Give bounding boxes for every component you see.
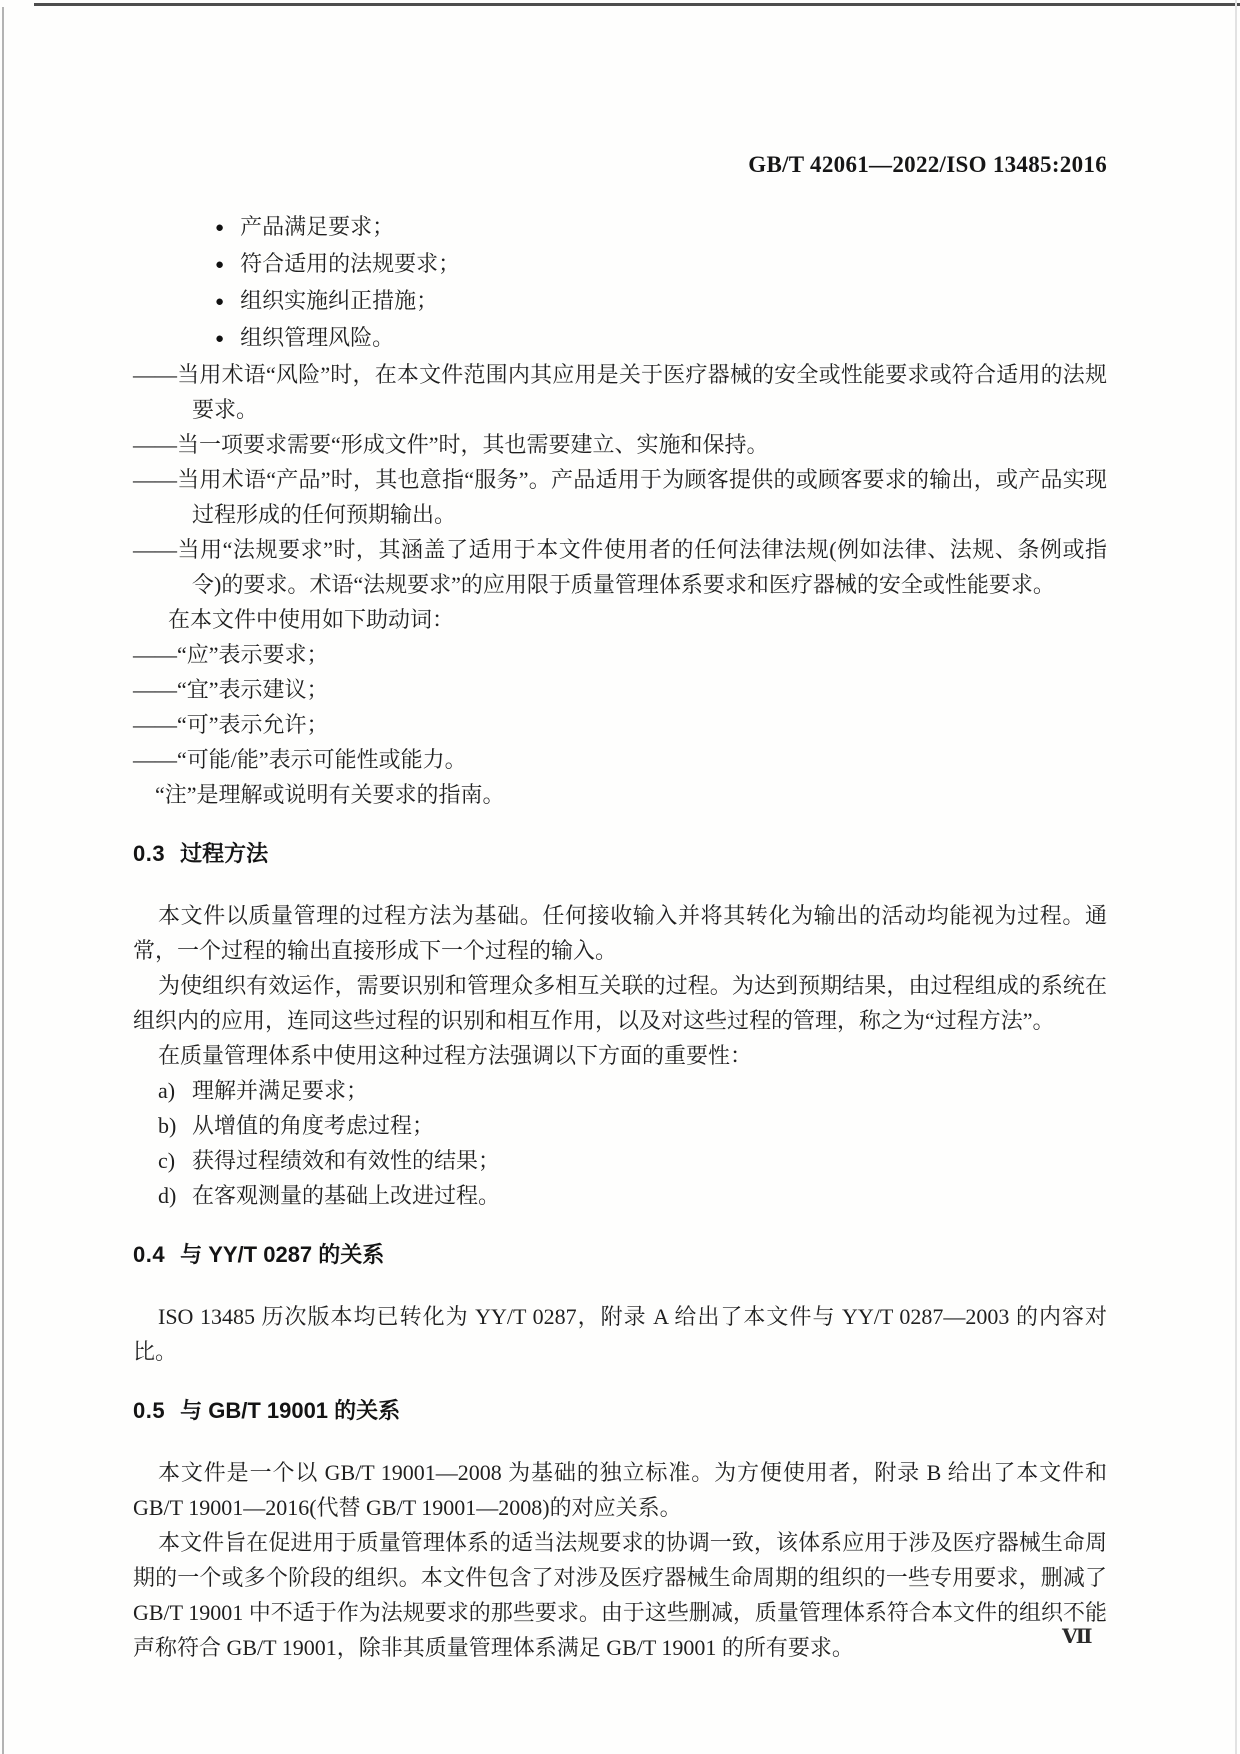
section-heading-0-4 [133, 1243, 1107, 1267]
bullet-icon: ● [215, 257, 225, 273]
term-note: ——当一项要求需要“形成文件”时，其也需要建立、实施和保持。 [133, 432, 769, 457]
note-guidance-line: “注”是理解或说明有关要求的指南。 [155, 782, 505, 807]
auxiliary-verb-item: ——“可能/能”表示可能性或能力。 [133, 747, 467, 772]
term-note: ——当用术语“产品”时，其也意指“服务”。产品适用于为顾客提供的或顾客要求的输出，或产品实现过程形成的任何预期输出。 [133, 467, 1107, 527]
auxiliary-verb-item: ——“应”表示要求； [133, 642, 329, 667]
scan-edge-left [2, 7, 4, 1754]
section-number: 0.3 [133, 841, 166, 866]
bullet-text: 组织实施纠正措施； [240, 288, 439, 313]
bullet-icon: ● [215, 294, 225, 310]
page-number: Ⅶ [1062, 1626, 1093, 1648]
section-number: 0.4 [133, 1242, 166, 1267]
auxiliary-verb-item: ——“可”表示允许； [133, 712, 329, 737]
bullet-text: 产品满足要求； [240, 214, 395, 239]
paragraph: 在质量管理体系中使用这种过程方法强调以下方面的重要性： [158, 1043, 753, 1068]
bullet-text: 组织管理风险。 [240, 325, 395, 350]
page-content [133, 153, 1107, 1665]
paragraph: 本文件旨在促进用于质量管理体系的适当法规要求的协调一致，该体系应用于涉及医疗器械生命周期的一个或多个阶段的组织。本文件包含了对涉及医疗器械生命周期的组织的一些专用要求，删减了 GB/T 19001 中不适于作为法规要求的那些要求。由于这些删减，质量管理体系符合本文件的组织不能声称符合 GB/T 19001，除非其质量管理体系满足 GB/T 19001 的所有要求。 [133, 1530, 1107, 1660]
alpha-label: b) [158, 1113, 177, 1138]
bullet-text: 符合适用的法规要求； [240, 251, 461, 276]
list-item [215, 283, 1107, 320]
alpha-list-item [158, 1143, 1107, 1178]
alpha-list-item [158, 1178, 1107, 1213]
section-title: 与 GB/T 19001 的关系 [180, 1398, 401, 1423]
standard-code-header: GB/T 42061—2022/ISO 13485:2016 [748, 152, 1107, 177]
scan-edge-top [34, 3, 1240, 6]
alpha-text: 理解并满足要求； [192, 1078, 369, 1103]
list-item [215, 209, 1107, 246]
alpha-label: a) [158, 1078, 176, 1103]
term-note: ——当用“法规要求”时，其涵盖了适用于本文件使用者的任何法律法规(例如法律、法规、条例或指令)的要求。术语“法规要求”的应用限于质量管理体系要求和医疗器械的安全或性能要求。 [133, 537, 1107, 597]
paragraph: 本文件是一个以 GB/T 19001—2008 为基础的独立标准。为方便使用者，附录 B 给出了本文件和 GB/T 19001—2016(代替 GB/T 19001—2008)的对应关系。 [133, 1460, 1107, 1520]
section-heading-0-5 [133, 1399, 1107, 1423]
section-title: 与 YY/T 0287 的关系 [180, 1242, 385, 1267]
auxiliary-verb-item: ——“宜”表示建议； [133, 677, 329, 702]
alpha-text: 在客观测量的基础上改进过程。 [192, 1183, 501, 1208]
alpha-list-item [158, 1073, 1107, 1108]
alpha-label: d) [158, 1183, 177, 1208]
bullet-icon: ● [215, 220, 225, 236]
bullet-icon: ● [215, 331, 225, 347]
list-item [215, 246, 1107, 283]
scan-edge-right [1235, 0, 1237, 1754]
term-note: ——当用术语“风险”时，在本文件范围内其应用是关于医疗器械的安全或性能要求或符合适用的法规要求。 [133, 362, 1107, 422]
section-number: 0.5 [133, 1398, 166, 1423]
auxiliary-verbs-lead-in: 在本文件中使用如下助动词： [168, 607, 455, 632]
alpha-text: 获得过程绩效和有效性的结果； [192, 1148, 501, 1173]
paragraph: ISO 13485 历次版本均已转化为 YY/T 0287，附录 A 给出了本文件与 YY/T 0287—2003 的内容对比。 [133, 1304, 1107, 1364]
alpha-list-item [158, 1108, 1107, 1143]
paragraph: 为使组织有效运作，需要识别和管理众多相互关联的过程。为达到预期结果，由过程组成的系统在组织内的应用，连同这些过程的识别和相互作用，以及对这些过程的管理，称之为“过程方法”。 [133, 973, 1107, 1033]
alpha-label: c) [158, 1148, 176, 1173]
list-item [215, 320, 1107, 357]
alpha-text: 从增值的角度考虑过程； [192, 1113, 435, 1138]
body-text [133, 209, 1107, 1665]
paragraph: 本文件以质量管理的过程方法为基础。任何接收输入并将其转化为输出的活动均能视为过程。通常，一个过程的输出直接形成下一个过程的输入。 [133, 903, 1107, 963]
section-title: 过程方法 [180, 841, 269, 866]
section-heading-0-3 [133, 842, 1107, 866]
